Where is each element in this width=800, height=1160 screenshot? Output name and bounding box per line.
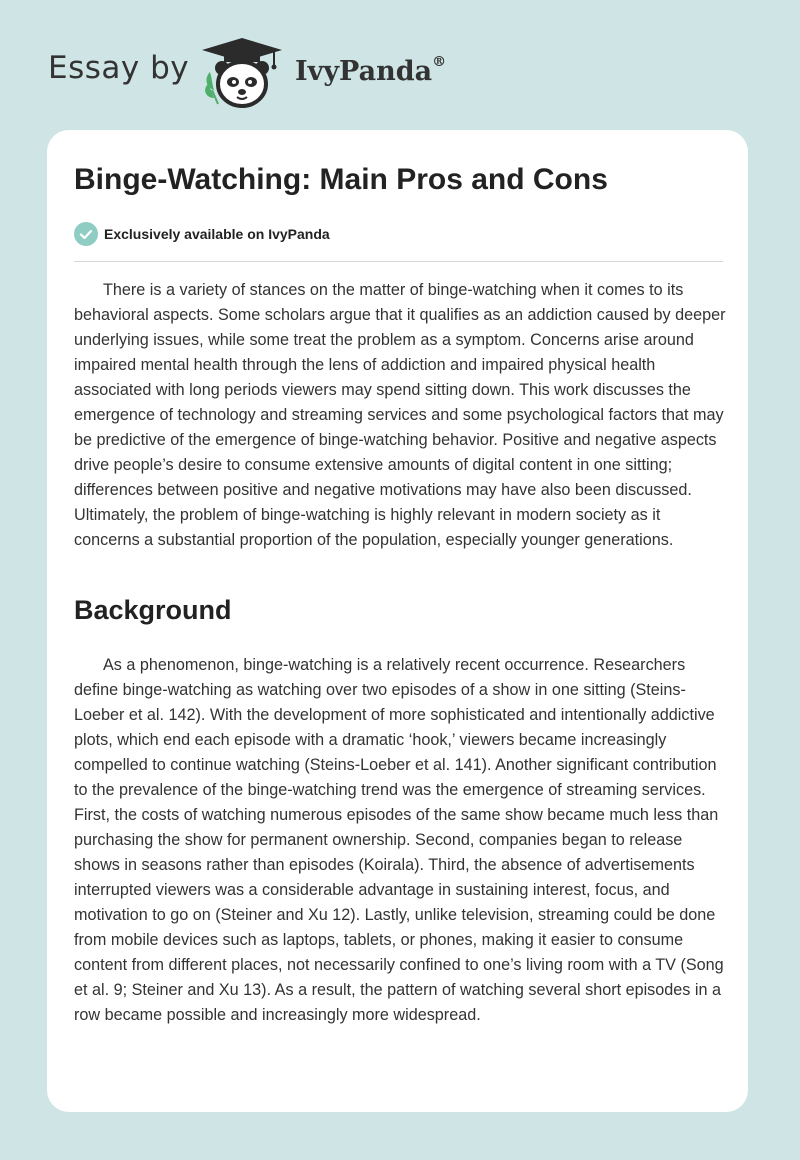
essay-by-label: Essay by	[48, 50, 190, 86]
registered-mark: ®	[432, 54, 447, 70]
panda-graduate-logo-icon[interactable]	[200, 32, 292, 112]
site-header	[48, 30, 548, 110]
exclusive-badge	[74, 222, 330, 246]
check-circle-icon	[74, 222, 98, 246]
section-heading-background: Background	[74, 595, 232, 625]
brand-name[interactable]: IvyPanda®	[295, 54, 447, 87]
title-divider	[74, 261, 723, 262]
background-paragraph: As a phenomenon, binge-watching is a relatively recent occurrence. Researchers define binge-watching as watching over two episodes of a show in one sitting (Steins-Loeber et al. 142). With the development of more sophisticated and intentionally addictive plots, which end each episode with a dramatic ‘hook,’ viewers became increasingly compelled to continue watching (Steins-Loeber et al. 141). Another significant contribution to the prevalence of the binge-watching trend was the emergence of streaming services. First, the costs of watching numerous episodes of the same show became much less than purchasing the show for permanent ownership. Second, companies began to release shows in seasons rather than episodes (Koirala). Third, the absence of advertisements interrupted viewers was a considerable advantage in sustaining interest, focus, and motivation to go on (Steiner and Xu 12). Lastly, unlike television, streaming could be done from mobile devices such as laptops, tablets, or phones, making it easier to consume content from different places, not necessarily confined to one’s living room with a TV (Song et al. 9; Steiner and Xu 13). As a result, the pattern of watching several short episodes in a row became possible and increasingly more widespread.	[74, 656, 724, 1024]
intro-paragraph: There is a variety of stances on the matter of binge-watching when it comes to its behavioral aspects. Some scholars argue that it qualifies as an addiction caused by deeper underlying issues, while some treat the problem as a symptom. Concerns arise around impaired mental health through the lens of addiction and impaired physical health associated with long periods viewers may spend sitting down. This work discusses the emergence of technology and streaming services and some psychological factors that may be predictive of the emergence of binge-watching behavior. Positive and negative aspects drive people’s desire to consume extensive amounts of digital content in one sitting; differences between positive and negative motivations may have also been discussed. Ultimately, the problem of binge-watching is highly relevant in modern society as it concerns a substantial proportion of the population, especially younger generations.	[74, 281, 726, 549]
essay-title: Binge-Watching: Main Pros and Cons	[74, 163, 608, 196]
exclusive-badge-text: Exclusively available on IvyPanda	[104, 226, 330, 242]
essay-card	[47, 130, 748, 1112]
